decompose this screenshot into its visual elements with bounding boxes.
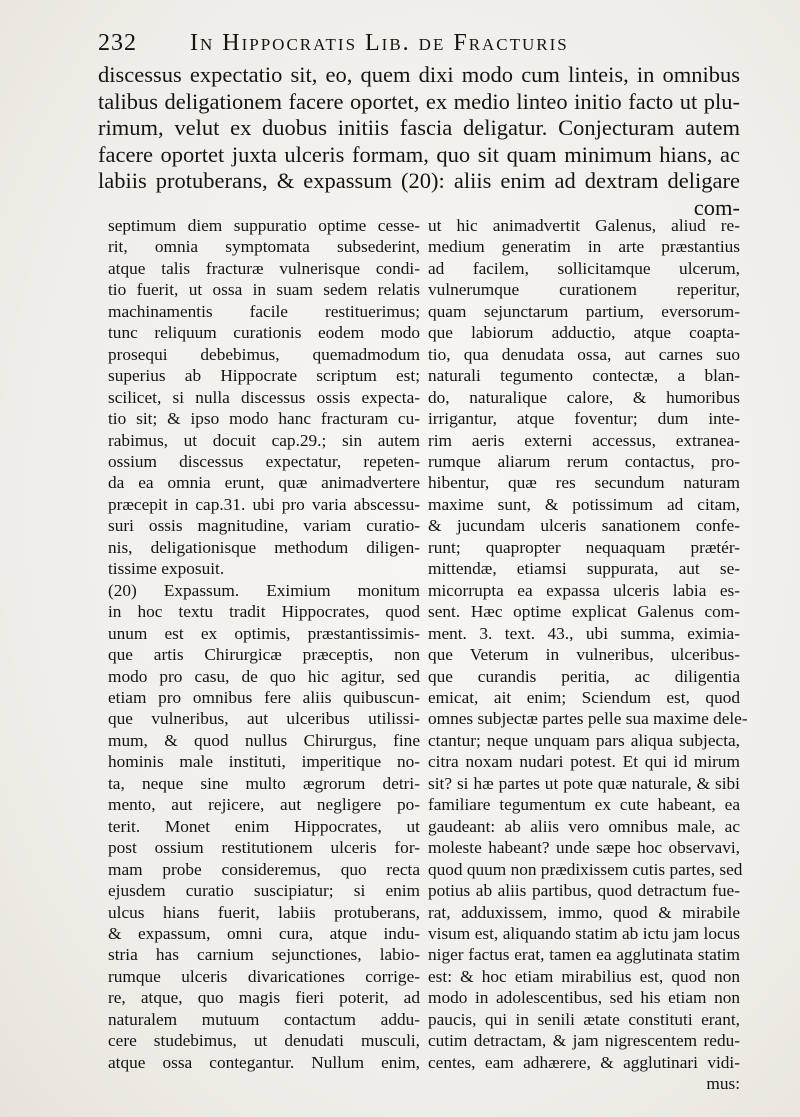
text-line: quod quum non prædixissem cutis partes, sed bbox=[428, 859, 743, 879]
text-line: ulcus hians fuerit, labiis protuberans, bbox=[108, 902, 420, 922]
text-line: scilicet, si nulla discessus ossis expecta- bbox=[108, 387, 420, 407]
text-line: quam sejunctarum partium, eversorum- bbox=[428, 301, 740, 321]
text-line: septimum diem suppuratio optime cesse- bbox=[108, 216, 420, 235]
text-line: ctantur; neque unquam pars aliqua subjecta, bbox=[428, 730, 740, 750]
text-line: micorrupta ea expassa ulceris labia es- bbox=[428, 580, 740, 600]
text-line: da ea omnia erunt, quæ animadvertere bbox=[108, 473, 420, 493]
text-line: mam probe consideremus, quo recta bbox=[108, 859, 420, 879]
text-line: que curandis peritia, ac diligentia bbox=[428, 666, 740, 686]
text-line: medium generatim in arte præstantius bbox=[428, 237, 740, 257]
text-line: mittendæ, etiamsi suppurata, aut se- bbox=[428, 559, 740, 579]
text-line: atque ossa contegantur. Nullum enim, bbox=[108, 1052, 420, 1072]
text-line: nis, deligationisque methodum diligen- bbox=[108, 537, 420, 557]
text-line: facere oportet juxta ulceris formam, quo sit quam minimum hians, ac bbox=[98, 141, 740, 167]
text-line: machinamentis facile restituerimus; bbox=[108, 301, 420, 321]
text-line: naturali tegumento contectæ, a blan- bbox=[428, 366, 740, 386]
text-line: ta, neque sine multo ægrorum detri- bbox=[108, 773, 420, 793]
text-line: stria has carnium sejunctiones, labio- bbox=[108, 945, 420, 965]
text-line: omnes subjectæ partes pelle sua maxime dele- bbox=[428, 709, 748, 729]
text-line: rabimus, ut docuit cap.29.; sin autem bbox=[108, 430, 420, 450]
text-line: modo pro casu, de quo hic agitur, sed bbox=[108, 666, 420, 686]
text-line: runt; quapropter nequaquam prætér- bbox=[428, 537, 740, 557]
text-line: paucis, qui in senili ætate constituti erant, bbox=[428, 1009, 740, 1029]
text-line: que vulneribus, aut ulceribus utilissi- bbox=[108, 709, 420, 729]
text-line: cere studebimus, ut denudati musculi, bbox=[108, 1031, 420, 1051]
text-line: niger factus erat, tamen ea agglutinata statim bbox=[428, 945, 740, 965]
text-line: post ossium restitutionem ulceris for- bbox=[108, 838, 420, 858]
text-line: suri ossis magnitudine, variam curatio- bbox=[108, 516, 420, 536]
text-line: do, naturalique calore, & humoribus bbox=[428, 387, 740, 407]
text-line: tio sit; & ipso modo hanc fracturam cu- bbox=[108, 409, 420, 429]
text-line: que artis Chirurgicæ præceptis, non bbox=[108, 645, 420, 665]
text-line: & jucundam ulceris sanationem confe- bbox=[428, 516, 740, 536]
text-line: rim aeris externi accessus, extranea- bbox=[428, 430, 740, 450]
text-line: potius ab aliis partibus, quod detractum fue- bbox=[428, 881, 740, 901]
text-line: rit, omnia symptomata subsederint, bbox=[108, 237, 420, 257]
text-line: ment. 3. text. 43., ubi summa, eximia- bbox=[428, 623, 740, 643]
text-line: ad facilem, sollicitamque ulcerum, bbox=[428, 258, 740, 278]
text-line: ossium discessus expectatur, repeten- bbox=[108, 451, 420, 471]
text-line: sit? si hæ partes ut pote quæ naturale, & sibi bbox=[428, 773, 740, 793]
text-line: rumque aliarum rerum contactus, pro- bbox=[428, 451, 740, 471]
page-number: 232 bbox=[98, 30, 137, 56]
text-line: maxime sunt, & potissimum ad citam, bbox=[428, 494, 740, 514]
text-line: mento, aut rejicere, aut negligere po- bbox=[108, 795, 420, 815]
running-head bbox=[98, 30, 748, 60]
text-line: hibentur, quæ res secundum naturam bbox=[428, 473, 740, 493]
text-line: talibus deligationem facere oportet, ex medio linteo initio facto ut plu- bbox=[98, 88, 740, 114]
text-line: vulnerumque curationem reperitur, bbox=[428, 280, 740, 300]
text-line: modo in adolescentibus, sed his etiam non bbox=[428, 988, 740, 1008]
text-line: que labiorum adductio, atque coapta- bbox=[428, 323, 740, 343]
text-line: centes, eam adhærere, & agglutinari vidi- bbox=[428, 1052, 740, 1072]
text-line: unum est ex optimis, præstantissimis- bbox=[108, 623, 420, 643]
text-line: cutim detractam, & jam nigrescentem redu- bbox=[428, 1031, 740, 1051]
text-line: rat, adduxissem, immo, quod & mirabile bbox=[428, 902, 740, 922]
text-line: discessus expectatio sit, eo, quem dixi modo cum linteis, in omnibus bbox=[98, 62, 740, 87]
text-line: præcepit in cap.31. ubi pro varia abscessu- bbox=[108, 494, 420, 514]
running-title: In Hippocratis Lib. de Fracturis bbox=[190, 30, 569, 56]
text-line: hominis male instituti, imperitique no- bbox=[108, 752, 420, 772]
text-line: labiis protuberans, & expassum (20): aliis enim ad dextram deligare bbox=[98, 168, 740, 193]
text-line: citra noxam nudari potest. Et qui id mirum bbox=[428, 752, 740, 772]
text-line: in hoc textu tradit Hippocrates, quod bbox=[108, 602, 420, 622]
text-line: rumque ulceris divaricationes corrige- bbox=[108, 966, 420, 986]
left-column bbox=[108, 215, 420, 1073]
text-line: sent. Hæc optime explicat Galenus com- bbox=[428, 602, 740, 622]
right-column bbox=[428, 215, 748, 1095]
text-line: visum est, aliquando statim ab ictu jam locus bbox=[428, 923, 740, 943]
text-line: mum, & quod nullus Chirurgus, fine bbox=[108, 730, 420, 750]
text-line: ut hic animadvertit Galenus, aliud re- bbox=[428, 216, 740, 235]
text-line: gaudeant: ab aliis vero omnibus male, ac bbox=[428, 816, 740, 836]
text-line: tio, qua denudata ossa, aut carnes suo bbox=[428, 344, 740, 364]
text-line: terit. Monet enim Hippocrates, ut bbox=[108, 816, 420, 836]
text-line: que Veterum in vulneribus, ulceribus- bbox=[428, 645, 740, 665]
text-line: com- bbox=[693, 194, 740, 220]
text-line: atque talis fracturæ vulnerisque condi- bbox=[108, 258, 420, 278]
text-line: mus: bbox=[706, 1074, 740, 1094]
text-line: superius ab Hippocrate scriptum est; bbox=[108, 366, 420, 386]
text-line: naturalem mutuum contactum addu- bbox=[108, 1009, 420, 1029]
text-line: familiare tegumentum ex cute habeant, ea bbox=[428, 795, 740, 815]
text-line: ejusdem curatio suscipiatur; si enim bbox=[108, 881, 420, 901]
text-line: prosequi debebimus, quemadmodum bbox=[108, 344, 420, 364]
text-line: moleste habeant? unde sæpe hoc observavi, bbox=[428, 838, 740, 858]
text-line: re, atque, quo magis fieri poterit, ad bbox=[108, 988, 420, 1008]
text-line: rimum, velut ex duobus initiis fascia deligatur. Conjecturam autem bbox=[98, 115, 740, 140]
text-line: tio fuerit, ut ossa in suam sedem relatis bbox=[108, 280, 420, 300]
text-line: irrigantur, atque foventur; dum inte- bbox=[428, 409, 740, 429]
text-line: emicat, ait enim; Sciendum est, quod bbox=[428, 687, 740, 707]
text-line: tunc reliquum curationis eodem modo bbox=[108, 323, 420, 343]
top-paragraph bbox=[98, 62, 740, 221]
text-line: etiam pro omnibus fere aliis quibuscun- bbox=[108, 687, 420, 707]
text-line: & expassum, omni cura, atque indu- bbox=[108, 923, 420, 943]
text-line: est: & hoc etiam mirabilius est, quod non bbox=[428, 966, 740, 986]
text-line: tissime exposuit. bbox=[108, 559, 225, 579]
text-line: (20) Expassum. Eximium monitum bbox=[108, 580, 420, 600]
